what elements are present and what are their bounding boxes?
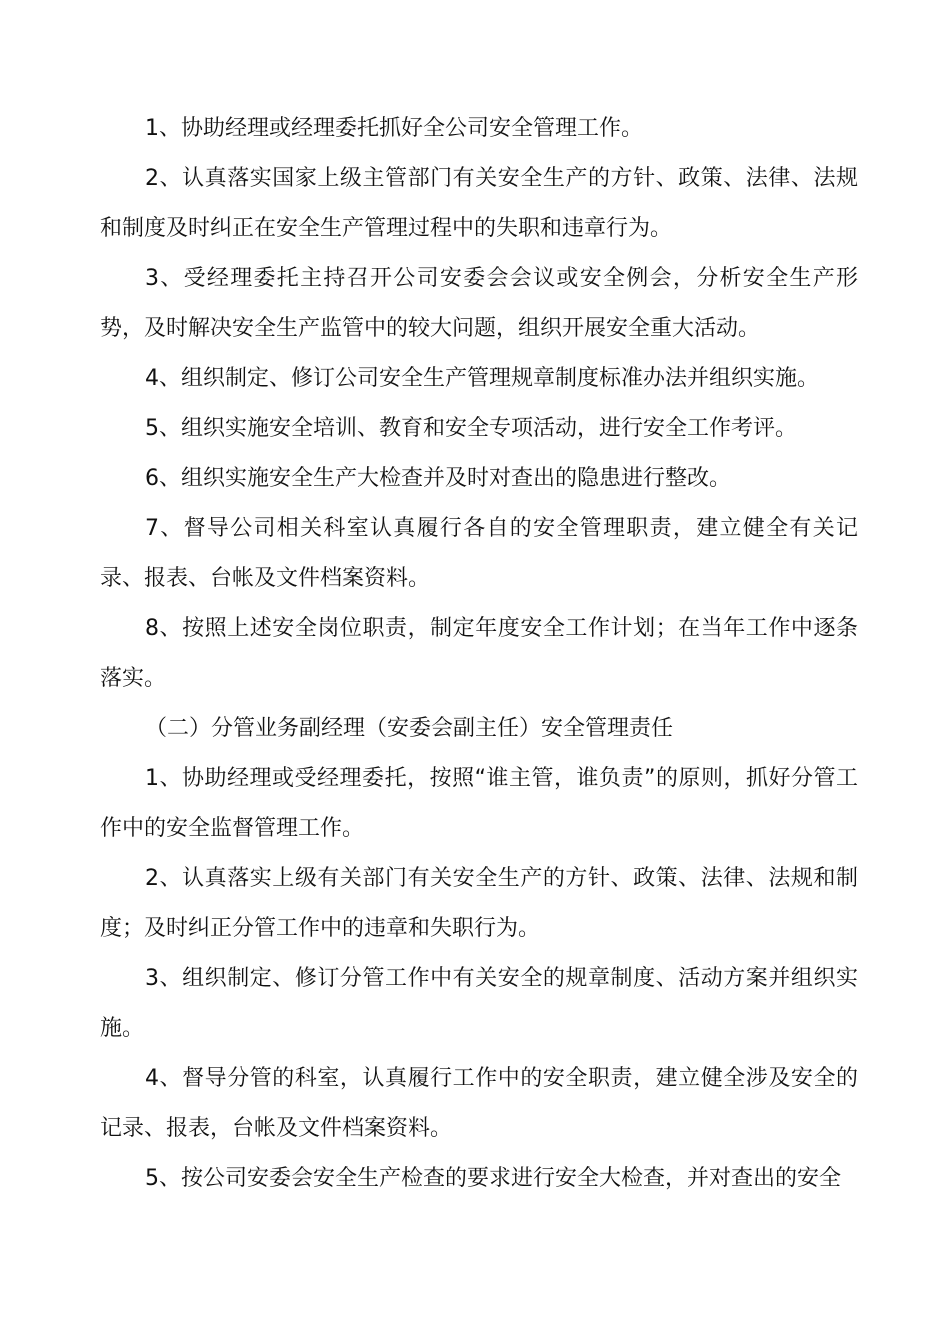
paragraph-8: 8、按照上述安全岗位职责，制定年度安全工作计划；在当年工作中逐条落实。 <box>100 616 858 691</box>
section-heading-2: （二）分管业务副经理（安委会副主任）安全管理责任 <box>145 716 674 741</box>
paragraph-4: 4、组织制定、修订公司安全生产管理规章制度标准办法并组织实施。 <box>145 366 819 391</box>
paragraph-9: 1、协助经理或受经理委托，按照“谁主管，谁负责”的原则，抓好分管工作中的安全监督管理工作。 <box>100 766 858 841</box>
paragraph-11: 3、组织制定、修订分管工作中有关安全的规章制度、活动方案并组织实施。 <box>100 966 858 1041</box>
paragraph-3: 3、受经理委托主持召开公司安委会会议或安全例会，分析安全生产形势，及时解决安全生产监管中的较大问题，组织开展安全重大活动。 <box>100 266 858 341</box>
document-body <box>100 104 858 1204</box>
paragraph-1: 1、协助经理或经理委托抓好全公司安全管理工作。 <box>145 116 643 141</box>
paragraph-13: 5、按公司安委会安全生产检查的要求进行安全大检查，并对查出的安全 <box>145 1166 841 1191</box>
paragraph-12: 4、督导分管的科室，认真履行工作中的安全职责，建立健全涉及安全的记录、报表，台帐及文件档案资料。 <box>100 1066 858 1141</box>
paragraph-7: 7、督导公司相关科室认真履行各自的安全管理职责，建立健全有关记录、报表、台帐及文件档案资料。 <box>100 516 858 591</box>
paragraph-6: 6、组织实施安全生产大检查并及时对查出的隐患进行整改。 <box>145 466 731 491</box>
paragraph-2: 2、认真落实国家上级主管部门有关安全生产的方针、政策、法律、法规和制度及时纠正在安全生产管理过程中的失职和违章行为。 <box>100 166 858 241</box>
paragraph-5: 5、组织实施安全培训、教育和安全专项活动，进行安全工作考评。 <box>145 416 797 441</box>
paragraph-10: 2、认真落实上级有关部门有关安全生产的方针、政策、法律、法规和制度；及时纠正分管工作中的违章和失职行为。 <box>100 866 858 941</box>
